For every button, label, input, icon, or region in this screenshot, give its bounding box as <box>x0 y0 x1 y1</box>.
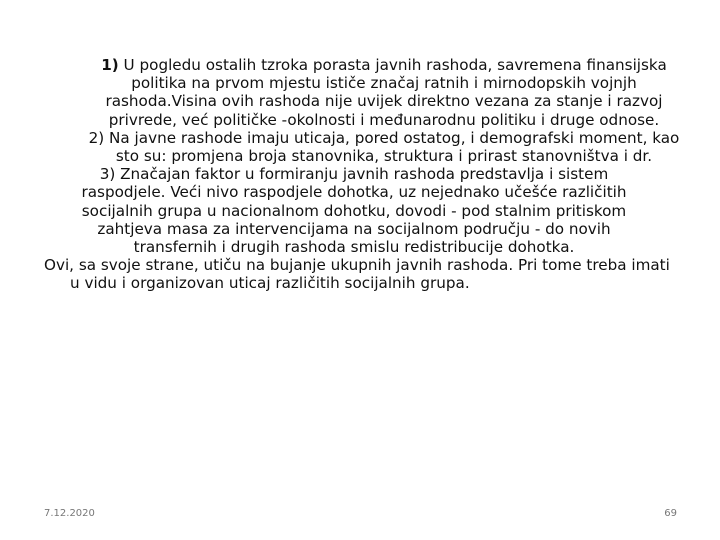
footer-date: 7.12.2020 <box>44 508 95 519</box>
paragraph-1-text: U pogledu ostalih tzroka porasta javnih rashoda, savremena finansijska politika na prvom mjestu ističe značaj ratnih i mirnodopskih vojnjh rashoda.Visina ovih rashoda nije uvijek direktno vezana za stanje i razvoj privrede, već političke -okolnosti i međunarodnu politiku i druge odnose. <box>105 56 667 129</box>
paragraph-4: Ovi, sa svoje strane, utiču na bujanje ukupnih javnih rashoda. Pri tome treba imati u vidu i organizovan uticaj različitih socijalnih grupa. <box>44 256 670 293</box>
paragraph-1 <box>44 56 684 129</box>
page-number: 69 <box>664 508 677 519</box>
paragraph-3: 3) Značajan faktor u formiranju javnih rashoda predstavlja i sistem raspodjele. Veći nivo raspodjele dohotka, uz nejednako učešće različitih socijalnih grupa u nacionalnom dohotku, dovodi - pod stalnim pritiskom zahtjeva masa za intervencijama na socijalnom području - do novih transfernih i drugih rashoda smislu redistribucije dohotka. <box>81 165 627 257</box>
paragraph-2: 2) Na javne rashode imaju uticaja, pored ostatog, i demografski moment, kao sto su: promjena broja stanovnika, struktura i prirast stanovništva i dr. <box>88 128 680 166</box>
paragraph-1-number: 1) <box>101 56 119 74</box>
slide-body <box>44 56 684 293</box>
